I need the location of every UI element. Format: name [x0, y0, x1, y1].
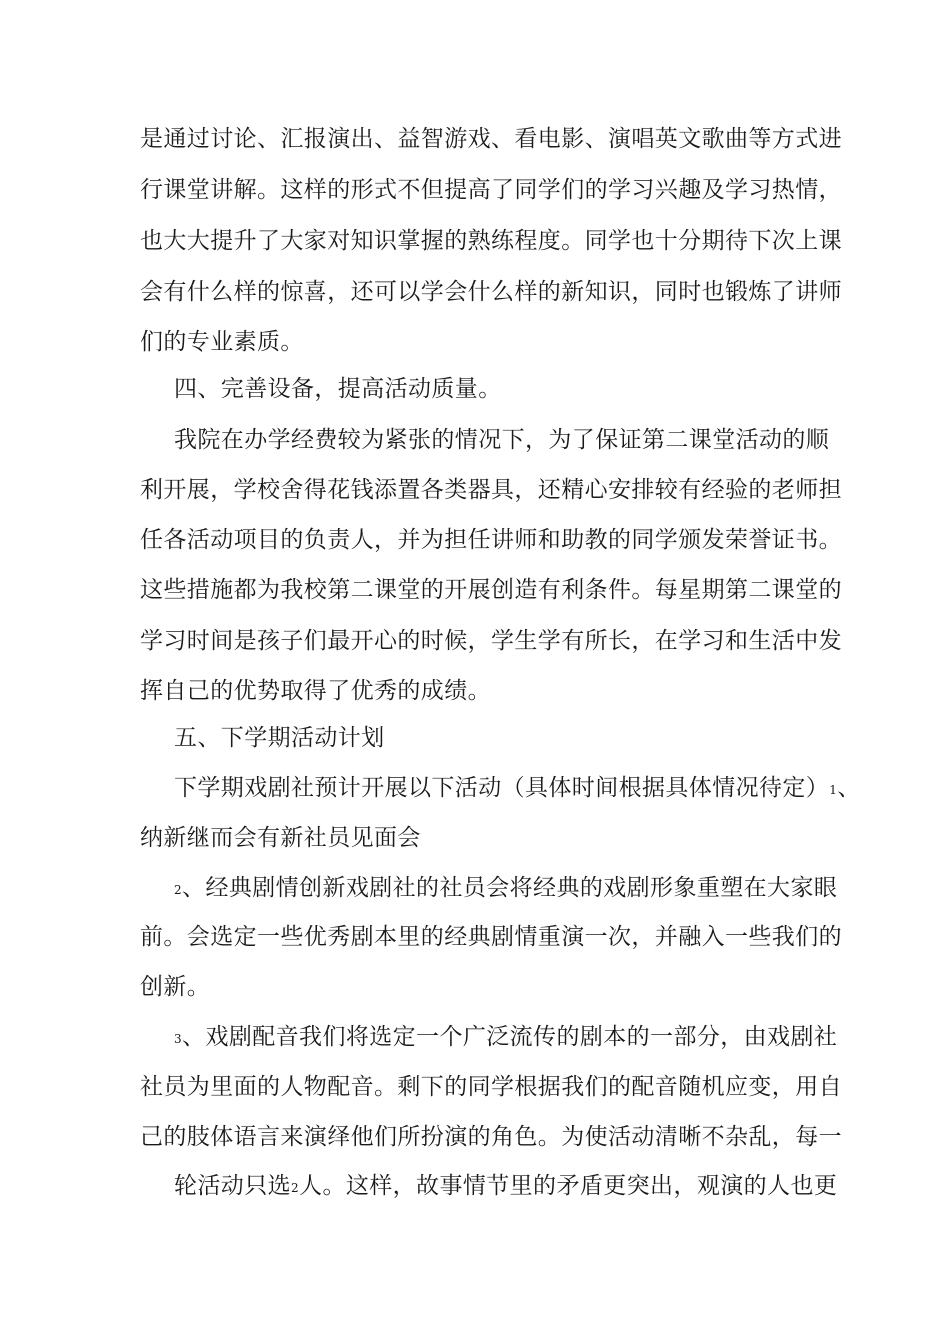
paragraph-line: 任各活动项目的负责人，并为担任讲师和助教的同学颁发荣誉证书。 — [140, 527, 842, 553]
paragraph-line: 利开展，学校舍得花钱添置各类器具，还精心安排较有经验的老师担 — [140, 477, 842, 503]
section-heading: 五、下学期活动计划 — [174, 725, 385, 751]
paragraph-line: 是通过讨论、汇报演出、益智游戏、看电影、演唱英文歌曲等方式进 — [140, 126, 842, 152]
list-number: 1 — [829, 783, 838, 797]
paragraph-line: 这些措施都为我校第二课堂的开展创造有利条件。每星期第二课堂的 — [140, 577, 842, 603]
paragraph-line: 我院在办学经费较为紧张的情况下，为了保证第二课堂活动的顺 — [174, 427, 830, 453]
paragraph-line: 己的肢体语言来演绎他们所扮演的角色。为使活动清晰不杂乱，每一 — [140, 1124, 842, 1150]
paragraph-line — [174, 773, 861, 806]
list-number: 3 — [174, 1032, 183, 1046]
paragraph-line: 创新。 — [140, 974, 211, 1000]
paragraph-line — [174, 873, 837, 906]
paragraph-line: 会有什么样的惊喜，还可以学会什么样的新知识，同时也锻炼了讲师 — [140, 279, 842, 305]
list-separator: 、 — [837, 775, 861, 801]
paragraph-line — [174, 1022, 837, 1055]
line-text: 、戏剧配音我们将选定一个广泛流传的剧本的一部分，由戏剧社 — [182, 1024, 838, 1050]
paragraph-line — [174, 1171, 837, 1204]
line-text: 人。这样，故事情节里的矛盾更突出，观演的人也更 — [299, 1173, 838, 1199]
inline-number: 2 — [291, 1181, 300, 1195]
list-number: 2 — [174, 883, 183, 897]
paragraph-line: 们的专业素质。 — [140, 329, 304, 355]
paragraph-line: 前。会选定一些优秀剧本里的经典剧情重演一次，并融入一些我们的 — [140, 924, 842, 950]
line-text: 、经典剧情创新戏剧社的社员会将经典的戏剧形象重塑在大家眼 — [182, 875, 838, 901]
paragraph-line: 行课堂讲解。这样的形式不但提高了同学们的学习兴趣及学习热情， — [140, 177, 842, 203]
line-text: 下学期戏剧社预计开展以下活动（具体时间根据具体情况待定） — [174, 775, 830, 801]
paragraph-line: 社员为里面的人物配音。剩下的同学根据我们的配音随机应变，用自 — [140, 1074, 842, 1100]
paragraph-line: 挥自己的优势取得了优秀的成绩。 — [140, 678, 491, 704]
line-text: 轮活动只选 — [174, 1173, 291, 1199]
paragraph-line: 也大大提升了大家对知识掌握的熟练程度。同学也十分期待下次上课 — [140, 228, 842, 254]
section-heading: 四、完善设备，提高活动质量。 — [174, 376, 502, 402]
paragraph-line: 纳新继而会有新社员见面会 — [140, 825, 421, 851]
paragraph-line: 学习时间是孩子们最开心的时候，学生学有所长，在学习和生活中发 — [140, 628, 842, 654]
